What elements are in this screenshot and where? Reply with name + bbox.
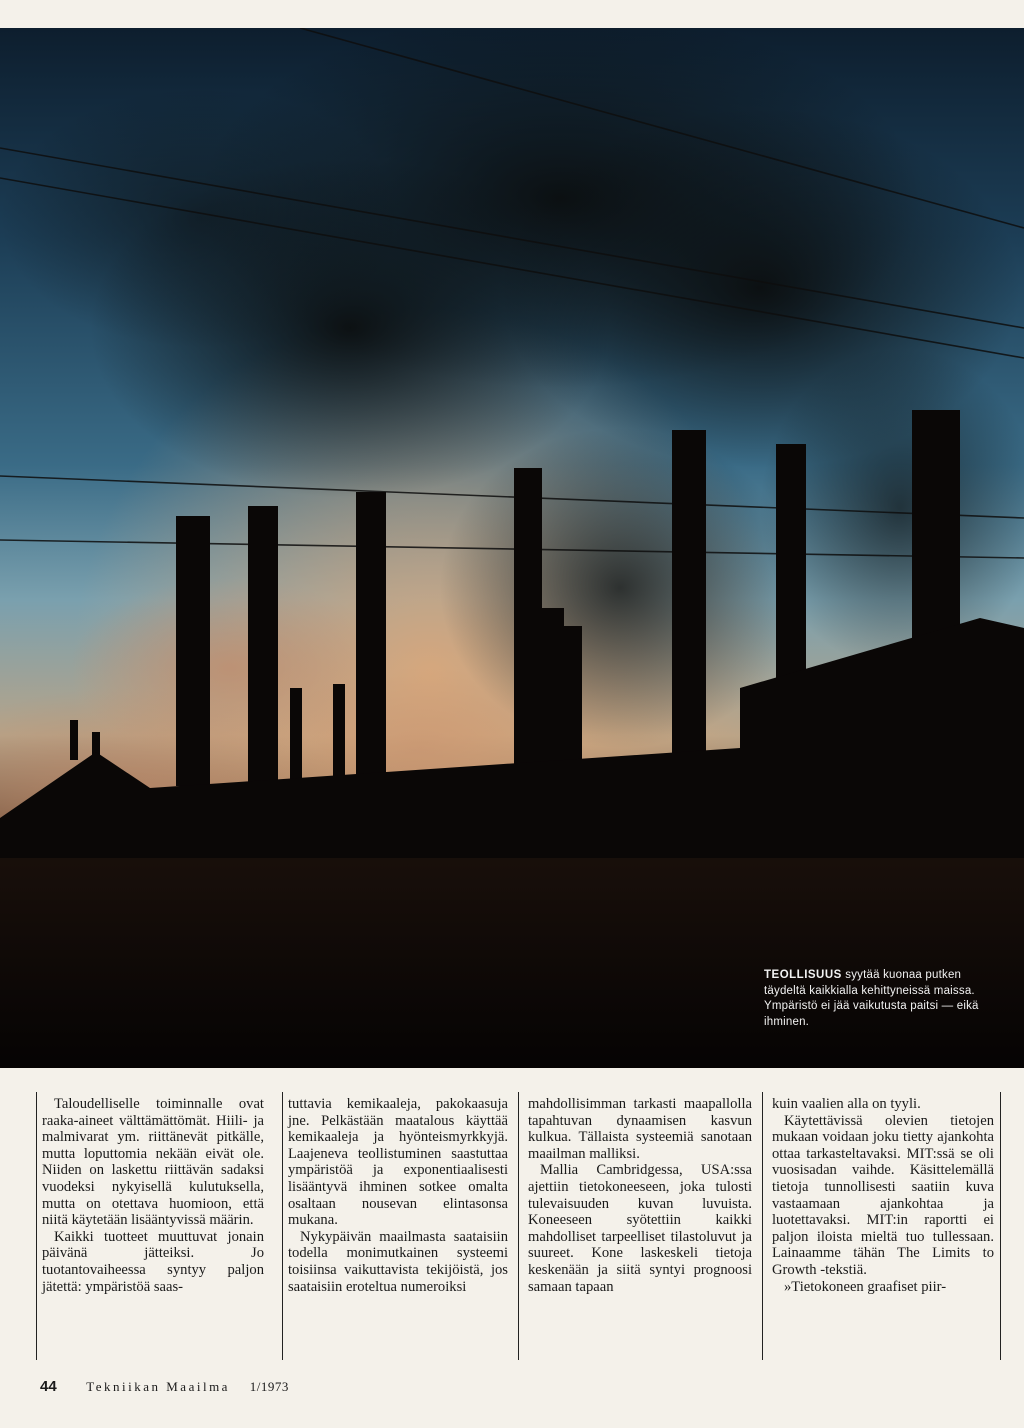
paragraph: Taloudelliselle toiminnalle ovat raaka-aineet välttämättömät. Hiili- ja malmivarat ym. riittänevät pitkälle, mutta loputtomia nekään eivät ole. Niiden on laskettu riittävän sadaksi vuodeksi nykyisellä kulutuksella, mutta on otettava huomioon, että niitä käytetään lisääntyvissä määrin. — [42, 1096, 264, 1229]
paragraph: Käytettävissä olevien tietojen mukaan voidaan joku tietty ajankohta ottaa tarkasteltavaksi. MIT:ssä se oli vuosisadan vaihde. Käsittelemällä tietoja tunnollisesti saatiin kuva vastaamaan ajankohtaa ja luotettavaksi. MIT:in raportti ei paljon iloista mieltä tuo tullessaan. Lainaamme tähän The Limits to Growth -tekstiä. — [772, 1112, 994, 1278]
photo-caption — [764, 968, 996, 1030]
page-footer — [40, 1378, 289, 1395]
text-column-3 — [528, 1096, 752, 1364]
column-rule — [282, 1092, 283, 1360]
paragraph: tuttavia kemikaaleja, pakokaasuja jne. Pelkästään maatalous käyttää kemikaaleja ja hyönteismyrkkyjä. Laajeneva teollistuminen saastuttaa ympäristöä ja exponentiaalisesti lisääntyvä ihminen sotkee omalta osaltaan nousevan elintasonsa mukana. — [288, 1096, 508, 1229]
paragraph: kuin vaalien alla on tyyli. — [772, 1096, 921, 1112]
column-rule — [1000, 1092, 1001, 1360]
caption-lead: TEOLLISUUS — [764, 969, 842, 981]
column-rule — [36, 1092, 37, 1360]
column-rule — [518, 1092, 519, 1360]
issue-number: 1/1973 — [249, 1379, 289, 1394]
column-rule — [762, 1092, 763, 1360]
text-column-2 — [288, 1096, 508, 1364]
magazine-name: Tekniikan Maailma — [86, 1379, 230, 1394]
paragraph: Kaikki tuotteet muuttuvat jonain päivänä jätteiksi. Jo tuotantovaiheessa syntyy paljon jätettä: ympäristöä saas- — [42, 1228, 264, 1295]
text-column-4 — [772, 1096, 994, 1364]
caption-text: syytää kuonaa putken täydeltä kaikkialla kehittyneissä maissa. Ympäristö ei jää vaikutusta paitsi — eikä ihminen. — [764, 969, 979, 1028]
factory-smokestacks-photo — [0, 28, 1024, 1068]
paragraph: »Tietokoneen graafiset piir- — [784, 1278, 947, 1295]
paragraph: mahdollisimman tarkasti maapallolla tapahtuvan dynaamisen kasvun kulkua. Tällaista systeemiä sanotaan maailman malliksi. — [528, 1096, 752, 1162]
paragraph: Nykypäivän maailmasta saataisiin todella monimutkainen systeemi toisiinsa vaikuttavista tekijöistä, jos saataisiin eroteltua numeroiksi — [288, 1228, 508, 1295]
paragraph: Mallia Cambridgessa, USA:ssa ajettiin tietokoneeseen, joka tulosti tulevaisuuden kuvan luvuista. Koneeseen syötettiin kaikki mahdolliset tarpeelliset tilastoluvut ja suureet. Kone laskeskeli tietoja keskenään ja siitä syntyi prognoosi samaan tapaan — [528, 1162, 752, 1295]
page-number: 44 — [40, 1378, 57, 1395]
text-column-1 — [42, 1096, 264, 1364]
